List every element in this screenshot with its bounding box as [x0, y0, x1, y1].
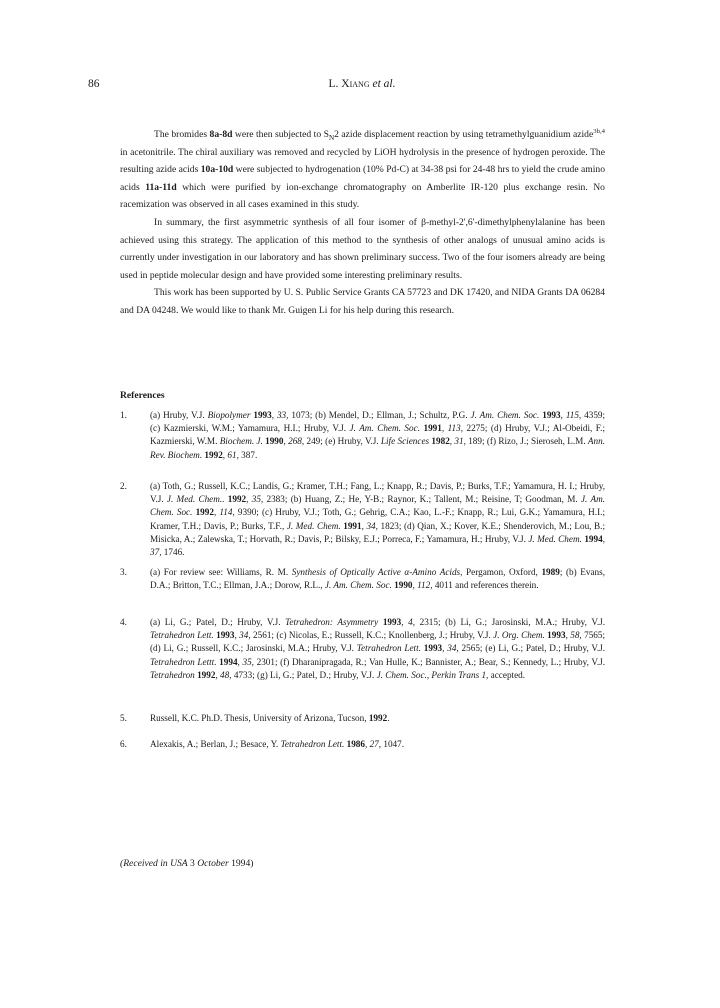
- compound-10a-10d: 10a-10d: [200, 164, 234, 176]
- p1-text-2: were then subjected to S: [232, 129, 329, 140]
- reference-number: 3.: [120, 567, 127, 577]
- reference-text: (a) Li, G.; Patel, D.; Hruby, V.J. Tetrahedron: Asymmetry 1993, 4, 2315; (b) Li, G.; Jarosinski, M.A.; Hruby, V.J. Tetrahedron Lett. 1993, 34, 2561; (c) Nicolas, E.; Russell, K.C.; Knollenberg, J.; Hruby, V.J. J. Org. Chem. 1993, 58, 7565; (d) Li, G.; Russell, K.C.; Jarosinski, M.A.; Hruby, V.J. Tetrahedron Lett. 1993, 34, 2565; (e) Li, G.; Patel, D.; Hruby, V.J. Tetrahedron Lettt. 1994, 35, 2301; (f) Dharanipragada, R.; Van Hulle, K.; Bannister, A.; Bear, S.; Kennedy, L.; Hruby, V.J. Tetrahedron 1992, 48, 4733; (g) Li, G.; Patel, D.; Hruby, V.J. J. Chem. Soc., Perkin Trans 1, accepted.: [150, 617, 606, 680]
- reference-number: 2.: [120, 481, 127, 491]
- reference-number: 4.: [120, 617, 127, 627]
- p1-text-3: 2 azide displacement reaction by using tetramethylguanidium azide: [334, 129, 594, 140]
- reference-text: Russell, K.C. Ph.D. Thesis, University of Arizona, Tucson, 1992.: [150, 713, 390, 723]
- p1-text-1: The bromides: [154, 129, 210, 140]
- reference-text: Alexakis, A.; Berlan, J.; Besace, Y. Tetrahedron Lett. 1986, 27, 1047.: [150, 739, 405, 749]
- reference-text: (a) For review see: Williams, R. M. Synthesis of Optically Active α-Amino Acids, Pergamon, Oxford, 1989; (b) Evans, D.A.; Britton, T.C.; Ellman, J.A.; Dorow, R.L., J. Am. Chem. Soc. 1990, 112, 4011 and references therein.: [150, 567, 606, 591]
- paragraph-3: This work has been supported by U. S. Public Service Grants CA 57723 and DK 17420, and NIDA Grants DA 06284 and DA 04248. We would like to thank Mr. Guigen Li for his help during this research.: [120, 287, 605, 316]
- page-number: 86: [88, 78, 100, 90]
- reference-text: (a) Hruby, V.J. Biopolymer 1993, 33, 1073; (b) Mendel, D.; Ellman, J.; Schultz, P.G. J. Am. Chem. Soc. 1993, 115, 4359; (c) Kazmierski, W.M.; Yamamura, H.I.; Hruby, V.J. J. Am. Chem. Soc. 1991, 113, 2275; (d) Hruby, V.J.; Al-Obeidi, F.; Kazmierski, W.M. Biochem. J. 1990, 268, 249; (e) Hruby, V.J. Life Sciences 1982, 31, 189; (f) Rizo, J.; Sieroseh, L.M. Ann. Rev. Biochem. 1992, 61, 387.: [150, 410, 606, 460]
- references-heading: References: [120, 390, 165, 401]
- p1-subscript-n: N: [328, 133, 335, 142]
- compound-8a-8d: 8a-8d: [209, 129, 233, 140]
- p1-text-6: which were purified by ion-exchange chromatography on Amberlite IR-120 plus exchange resin. No racemization was observed in all cases examined in this study.: [120, 181, 605, 211]
- running-head-etal: et al.: [372, 78, 396, 90]
- reference-number: 5.: [120, 713, 127, 723]
- reference-number: 6.: [120, 739, 127, 749]
- received-date: (Received in USA 3 October 1994): [120, 858, 254, 869]
- p1-text-5: were subjected to hydrogenation (10% Pd-C) at 34-38 psi for 24-48 hrs to yield the crude amino acids: [120, 164, 605, 193]
- p1-text-4: in acetonitrile. The chiral auxiliary was removed and recycled by LiOH hydrolysis in the presence of hydrogen peroxide. The resulting azide acids: [120, 146, 605, 176]
- reference-number: 1.: [120, 410, 127, 420]
- running-head: [88, 78, 636, 90]
- body-text: [120, 126, 605, 320]
- page-header: [88, 78, 636, 94]
- p1-citation-sup: 3b,4: [593, 127, 605, 135]
- reference-text: (a) Toth, G.; Russell, K.C.; Landis, G.; Kramer, T.H.; Fang, L.; Knapp, R.; Davis, P.; Burks, T.F.; Yamamura, H. I.; Hruby, V.J. J. Med. Chem.. 1992, 35, 2383; (b) Huang, Z.; He, Y-B.; Raynor, K.; Tallent, M.; Reisine, T; Goodman, M. J. Am. Chem. Soc. 1992, 114, 9390; (c) Hruby, V.J.; Toth, G.; Gehrig, C.A.; Kao, L.-F.; Knapp, R.; Lui, G.K.; Yamamura, H.I.; Kramer, T.H.; Davis, P.; Burks, T.F., J. Med. Chem. 1991, 34, 1823; (d) Qian, X.; Kover, K.E.; Shenderovich, M.; Lou, B.; Misicka, A.; Zalewska, T.; Horvath, R.; Davis, P.; Bilsky, E.J.; Porreca, F.; Yamamura, H.; Hruby, V.J. J. Med. Chem. 1994, 37, 1746.: [150, 481, 606, 558]
- paragraph-2: In summary, the first asymmetric synthesis of all four isomer of β-methyl-2',6'-dimethylphenylalanine has been achieved using this strategy. The application of this method to the synthesis of other analogs of unusual amino acids is currently under investigation in our laboratory and has shown preliminary success. Two of the four isomers already are being used in peptide molecular design and have provided some interesting preliminary results.: [120, 216, 605, 281]
- paragraph-1: [120, 126, 605, 214]
- compound-11a-11d: 11a-11d: [145, 181, 177, 193]
- running-head-author: L. Xiang: [328, 78, 370, 90]
